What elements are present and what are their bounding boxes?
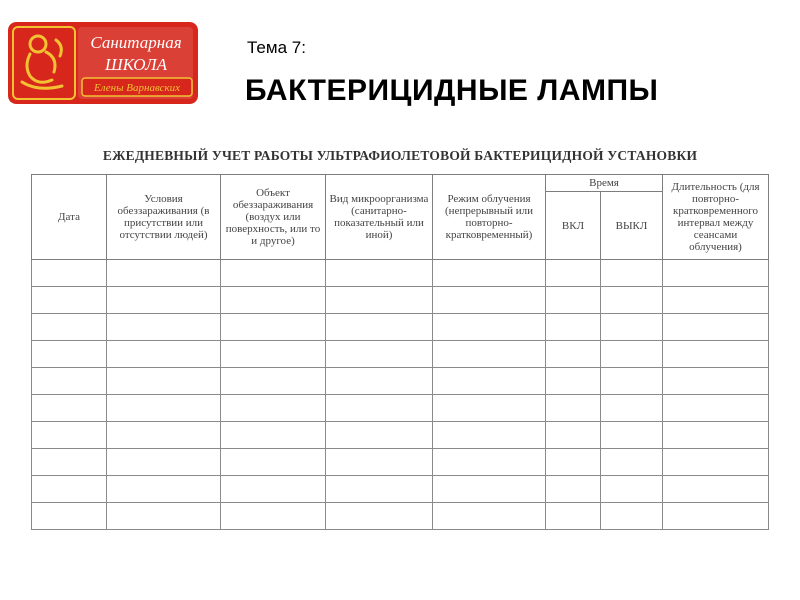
table-row [32, 368, 769, 395]
table-cell [326, 287, 433, 314]
table-cell [601, 503, 663, 530]
column-header-mode: Режим облучения (непрерывный или повторно-кратковременный) [433, 175, 546, 260]
school-logo [8, 22, 198, 104]
table-cell [326, 341, 433, 368]
table-cell [601, 341, 663, 368]
table-cell [663, 449, 769, 476]
table-cell [433, 368, 546, 395]
table-cell [221, 260, 326, 287]
table-cell [546, 422, 601, 449]
table-cell [546, 503, 601, 530]
table-cell [221, 503, 326, 530]
table-cell [107, 341, 221, 368]
table-row [32, 422, 769, 449]
table-cell [221, 476, 326, 503]
table-cell [663, 476, 769, 503]
table-cell [326, 422, 433, 449]
table-cell [601, 368, 663, 395]
column-header-date: Дата [32, 175, 107, 260]
column-header-microorganism: Вид микроорганизма (санитарно-показательный или иной) [326, 175, 433, 260]
table-cell [107, 476, 221, 503]
table-cell [663, 503, 769, 530]
table-cell [433, 260, 546, 287]
column-header-time-off: ВЫКЛ [601, 192, 663, 260]
table-cell [32, 422, 107, 449]
table-cell [546, 449, 601, 476]
table-cell [32, 368, 107, 395]
table-cell [663, 314, 769, 341]
table-cell [32, 449, 107, 476]
table-cell [107, 449, 221, 476]
table-cell [326, 314, 433, 341]
table-cell [221, 368, 326, 395]
table-cell [221, 287, 326, 314]
column-header-time-on: ВКЛ [546, 192, 601, 260]
table-row [32, 260, 769, 287]
table-cell [601, 287, 663, 314]
table-cell [546, 314, 601, 341]
table-cell [433, 287, 546, 314]
topic-label: Тема 7: [247, 38, 306, 57]
table-row [32, 341, 769, 368]
table-cell [221, 449, 326, 476]
logo-line-2: ШКОЛА [105, 55, 167, 74]
column-header-time: Время [546, 175, 663, 192]
table-cell [546, 287, 601, 314]
table-cell [32, 314, 107, 341]
table-cell [546, 395, 601, 422]
table-cell [663, 341, 769, 368]
table-cell [601, 476, 663, 503]
table-cell [326, 395, 433, 422]
table-cell [107, 287, 221, 314]
table-cell [32, 287, 107, 314]
table-cell [546, 476, 601, 503]
table-cell [601, 422, 663, 449]
table-row [32, 503, 769, 530]
table-cell [546, 368, 601, 395]
table-cell [433, 314, 546, 341]
table-cell [32, 503, 107, 530]
table-cell [326, 368, 433, 395]
table-cell [601, 260, 663, 287]
table-cell [32, 260, 107, 287]
table-cell [107, 503, 221, 530]
table-cell [433, 341, 546, 368]
table-cell [433, 395, 546, 422]
table-cell [221, 395, 326, 422]
table-cell [433, 422, 546, 449]
column-header-duration: Длительность (для повторно-кратковременного интервал между сеансами облучения) [663, 175, 769, 260]
table-row [32, 449, 769, 476]
table-cell [433, 449, 546, 476]
table-cell [546, 260, 601, 287]
table-cell [663, 395, 769, 422]
table-cell [107, 314, 221, 341]
table-row [32, 476, 769, 503]
table-cell [546, 341, 601, 368]
table-cell [663, 368, 769, 395]
table-cell [663, 287, 769, 314]
table-cell [32, 476, 107, 503]
table-cell [107, 422, 221, 449]
table-cell [601, 449, 663, 476]
table-row [32, 287, 769, 314]
table-cell [107, 368, 221, 395]
table-cell [433, 503, 546, 530]
table-cell [32, 341, 107, 368]
table-cell [221, 341, 326, 368]
table-row [32, 395, 769, 422]
table-cell [221, 314, 326, 341]
school-logo-graphic [8, 22, 198, 104]
logo-line-3: Елены Варнавских [93, 82, 181, 94]
document-title: ЕЖЕДНЕВНЫЙ УЧЕТ РАБОТЫ УЛЬТРАФИОЛЕТОВОЙ БАКТЕРИЦИДНОЙ УСТАНОВКИ [102, 148, 698, 163]
page-title: БАКТЕРИЦИДНЫЕ ЛАМПЫ [245, 74, 659, 107]
table-row [32, 314, 769, 341]
uv-log-table [31, 174, 769, 530]
table-cell [221, 422, 326, 449]
table-cell [326, 260, 433, 287]
table-cell [326, 449, 433, 476]
logo-line-1: Санитарная [90, 33, 182, 52]
table-cell [601, 395, 663, 422]
table-cell [601, 314, 663, 341]
table-cell [326, 503, 433, 530]
table-cell [433, 476, 546, 503]
column-header-object: Объект обеззараживания (воздух или поверхность, или то и другое) [221, 175, 326, 260]
column-header-conditions: Условия обеззараживания (в присутствии или отсутствии людей) [107, 175, 221, 260]
table-cell [107, 395, 221, 422]
table-cell [107, 260, 221, 287]
table-cell [663, 260, 769, 287]
table-cell [326, 476, 433, 503]
table-cell [32, 395, 107, 422]
table-cell [663, 422, 769, 449]
